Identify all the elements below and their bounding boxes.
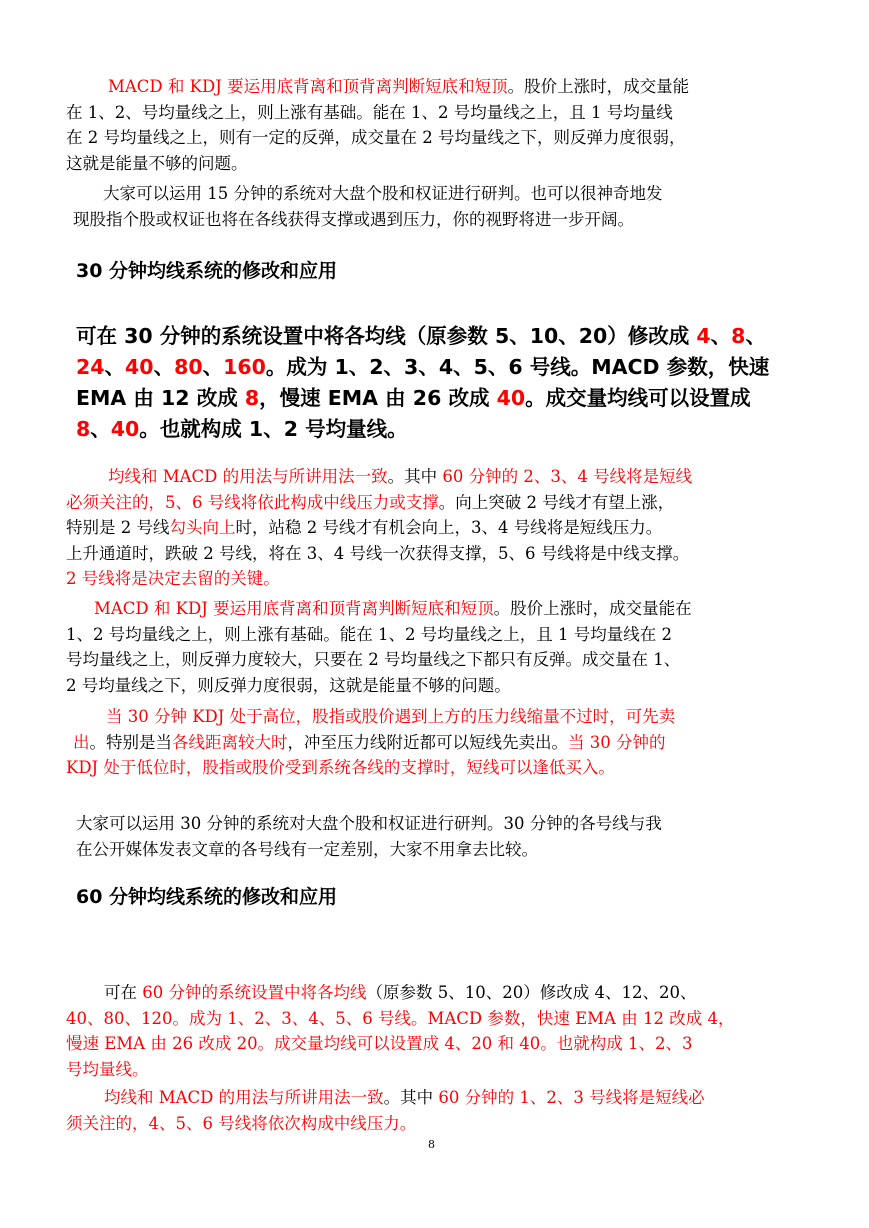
paragraph-30min-ma-macd-usage [66, 464, 692, 592]
paragraph-15min-usage [66, 181, 663, 232]
text-run: MACD 和 KDJ 要运用底背离和顶背离判断短底和短顶 [108, 77, 508, 96]
text-line: 当 30 分钟 KDJ 处于高位，股指或股价遇到上方的压力线缩量不过时，可先卖 [106, 707, 676, 726]
text-line [66, 490, 692, 516]
text-run: 。其中 [387, 467, 443, 486]
text-line: 40、80、120。成为 1、2、3、4、5、6 号线。MACD 参数，快速 EMA 由 12 改成 4， [66, 1008, 735, 1028]
text-run: 、 [202, 355, 224, 379]
text-line: 须关注的，4、5、6 号线将依次构成中线压力。 [66, 1113, 417, 1133]
paragraph-60min-ma-macd-usage [66, 1085, 705, 1136]
text-run: 特别是 2 号线 [66, 518, 170, 537]
text-line: 慢速 EMA 由 26 改成 20。成交量均线可以设置成 4、20 和 40。也就构成 1、2、3 [66, 1034, 693, 1053]
text-line [66, 980, 734, 1006]
text-line: 现股指个股或权证也将在各线获得支撑或遇到压力，你的视野将进一步开阔。 [73, 209, 634, 229]
text-run: ，慢速 EMA 由 26 改成 [259, 386, 497, 410]
paragraph-30min-usage [76, 811, 662, 862]
text-run: 。成交量均线可以设置成 [525, 386, 751, 410]
text-line: 上升通道时，跌破 2 号线，将在 3、4 号线一次获得支撑，5、6 号线将是中线支撑。 [66, 543, 690, 563]
text-run: 、 [104, 355, 126, 379]
text-run: 均线和 MACD 的用法与所讲用法一致 [108, 467, 388, 486]
text-run: MACD 和 KDJ 要运用底背离和顶背离判断短底和短顶 [94, 599, 494, 618]
text-run: 。股价上涨时，成交量能 [507, 77, 690, 96]
paragraph-30min-settings [76, 321, 769, 445]
text-run: 40 [496, 386, 526, 410]
text-line [66, 515, 692, 541]
text-run: 可在 [104, 983, 143, 1002]
section-heading-30min: 30 分钟均线系统的修改和应用 [76, 260, 338, 282]
text-line [76, 352, 769, 383]
paragraph-30min-macd-kdj [66, 596, 692, 698]
text-line: 号均量线之上，则反弹力度较大，只要在 2 号均量线之下都只有反弹。成交量在 1、 [66, 650, 681, 669]
text-run: EMA 由 12 改成 [76, 386, 245, 410]
section-heading-60min: 60 分钟均线系统的修改和应用 [76, 886, 338, 908]
text-run: 、 [90, 417, 111, 441]
text-run: 8 [76, 417, 91, 441]
text-line [66, 1085, 705, 1111]
text-line [66, 596, 692, 622]
text-run: 勾头向上 [169, 518, 236, 537]
text-run: 。特别是当 [89, 732, 172, 752]
paragraph-60min-settings [66, 980, 734, 1082]
text-run: 时，站稳 2 号线才有机会向上，3、4 号线将是短线压力。 [235, 518, 663, 537]
page-number: 8 [428, 1138, 435, 1151]
text-line: 在 1、2、号均量线之上，则上涨有基础。能在 1、2 号均量线之上，且 1 号均量线 [66, 102, 673, 122]
text-run: 。其中 [383, 1088, 439, 1107]
text-run: 4 [696, 324, 711, 348]
text-line [66, 74, 689, 100]
text-line [76, 383, 769, 414]
text-run: 各线距离较大时 [172, 732, 288, 752]
text-line: 2 号线将是决定去留的关键。 [66, 569, 280, 588]
text-run: 必须关注的，5、6 号线将依此构成中线压力或支撑 [66, 492, 439, 512]
text-line [76, 321, 769, 352]
text-run: 可在 30 分钟的系统设置中将各均线（原参数 5、10、20）修改成 [76, 324, 697, 348]
text-run: 24 [76, 355, 105, 379]
text-line [66, 464, 692, 490]
text-line: KDJ 处于低位时，股指或股价受到系统各线的支撑时，短线可以逢低买入。 [66, 758, 615, 777]
text-run: 8 [731, 324, 746, 348]
text-run: 80 [174, 355, 203, 379]
text-run: 60 分钟的 1、2、3 号线将是短线必 [438, 1088, 705, 1107]
text-line: 1、2 号均量线之上，则上涨有基础。能在 1、2 号均量线之上，且 1 号均量线在 2 [66, 624, 672, 644]
text-run: ，冲至压力线附近都可以短线先卖出。 [287, 732, 568, 752]
text-run: （原参数 5、10、20）修改成 4、12、20、 [366, 983, 697, 1002]
text-run: 。成为 1、2、3、4、5、6 号线。MACD 参数，快速 [265, 355, 770, 379]
text-run: 60 分钟的系统设置中将各均线 [142, 983, 367, 1002]
text-line: 在公开媒体发表文章的各号线有一定差别，大家不用拿去比较。 [76, 839, 538, 859]
text-line [76, 414, 769, 445]
text-run: 、 [745, 324, 766, 348]
text-run: 40 [125, 355, 154, 379]
text-line [66, 730, 675, 756]
text-run: 60 分钟的 2、3、4 号线将是短线 [442, 467, 693, 486]
text-line: 2 号均量线之下，则反弹力度很弱，这就是能量不够的问题。 [66, 675, 511, 695]
text-run: 40 [110, 417, 140, 441]
text-run: 出 [73, 732, 90, 752]
paragraph-30min-kdj-trading [66, 704, 675, 781]
text-line: 大家可以运用 15 分钟的系统对大盘个股和权证进行研判。也可以很神奇地发 [103, 184, 663, 203]
text-line: 这就是能量不够的问题。 [66, 153, 248, 173]
text-run: 。也就构成 1、2 号均量线。 [139, 417, 408, 441]
text-line: 在 2 号均量线之上，则有一定的反弹，成交量在 2 号均量线之下，则反弹力度很弱， [66, 128, 686, 147]
text-run: 。股价上涨时，成交量能在 [493, 599, 692, 618]
text-run: 均线和 MACD 的用法与所讲用法一致 [104, 1088, 384, 1107]
text-run: 8 [244, 386, 260, 410]
paragraph-macd-kdj-15min [66, 74, 689, 176]
text-run: 、 [153, 355, 175, 379]
text-line: 大家可以运用 30 分钟的系统对大盘个股和权证进行研判。30 分钟的各号线与我 [76, 814, 662, 833]
text-run: 当 30 分钟的 [568, 732, 666, 752]
text-run: 160 [223, 355, 266, 379]
text-line: 号均量线。 [66, 1059, 149, 1079]
text-run: 、 [710, 324, 732, 348]
text-run: 。向上突破 2 号线才有望上涨， [438, 492, 675, 512]
